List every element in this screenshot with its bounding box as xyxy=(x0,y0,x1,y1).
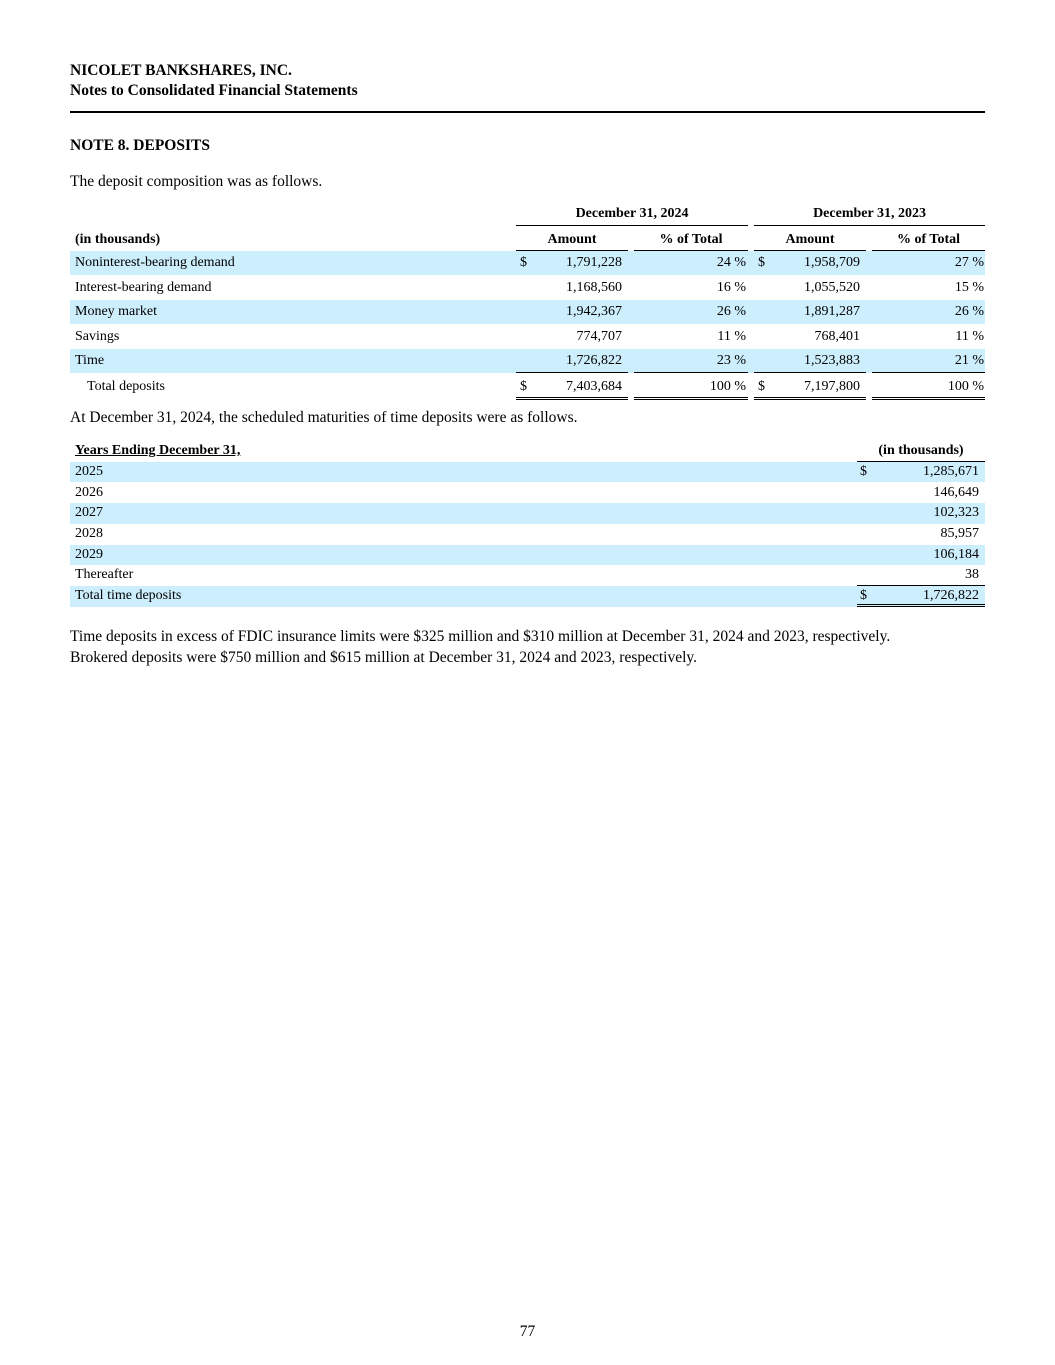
table-row xyxy=(70,483,985,503)
table-row xyxy=(70,300,985,324)
amount-2023: 1,055,520 xyxy=(804,280,860,295)
currency-symbol: $ xyxy=(758,379,765,394)
table-row xyxy=(70,565,985,586)
document-subtitle: Notes to Consolidated Financial Statements xyxy=(70,82,358,99)
year-label: 2029 xyxy=(75,547,103,562)
pct-2024: 26 % xyxy=(716,304,746,319)
amount-2023: 1,891,287 xyxy=(804,304,860,319)
amount-header-2024: Amount xyxy=(516,232,628,251)
year-label: 2028 xyxy=(75,526,103,541)
table-row xyxy=(70,251,985,275)
amount-2024: 1,791,228 xyxy=(566,255,622,270)
pct-2024: 11 % xyxy=(717,329,746,344)
pct-2023: 26 % xyxy=(954,304,984,319)
currency-symbol: $ xyxy=(520,255,527,270)
period-header-2023: December 31, 2023 xyxy=(754,206,985,226)
amount-2024: 1,726,822 xyxy=(566,353,622,368)
pct-2023: 15 % xyxy=(954,280,984,295)
table-row xyxy=(70,349,985,373)
pct-2024: 100 % xyxy=(709,379,746,394)
row-label: Time xyxy=(75,353,105,368)
note-title: NOTE 8. DEPOSITS xyxy=(70,137,210,154)
pct-2024: 23 % xyxy=(716,353,746,368)
amount-header-2023: Amount xyxy=(754,232,866,251)
deposits-table xyxy=(70,205,985,403)
maturity-amount: 85,957 xyxy=(940,526,979,541)
table-row xyxy=(70,462,985,482)
currency-symbol: $ xyxy=(860,464,867,479)
table-row-total xyxy=(70,586,985,607)
pct-2023: 100 % xyxy=(947,379,984,394)
pct-2024: 16 % xyxy=(716,280,746,295)
table-row xyxy=(70,276,985,300)
currency-symbol: $ xyxy=(758,255,765,270)
fdic-text: Time deposits in excess of FDIC insurance limits were $325 million and $310 million at December 31, 2024 and 2023, respectively. xyxy=(70,628,891,645)
maturity-amount: 1,726,822 xyxy=(923,588,979,603)
year-label: 2027 xyxy=(75,505,103,520)
table-row-total xyxy=(70,375,985,399)
year-label: 2025 xyxy=(75,464,103,479)
amount-header: (in thousands) xyxy=(857,443,985,462)
table-row xyxy=(70,545,985,565)
amount-2024: 7,403,684 xyxy=(566,379,622,394)
pct-header-2024: % of Total xyxy=(634,232,748,251)
amount-2023: 1,523,883 xyxy=(804,353,860,368)
year-label: Total time deposits xyxy=(75,588,182,603)
maturity-amount: 38 xyxy=(965,567,979,582)
pct-2023: 11 % xyxy=(955,329,984,344)
maturity-amount: 1,285,671 xyxy=(923,464,979,479)
row-label: Interest-bearing demand xyxy=(75,280,212,295)
brokered-text: Brokered deposits were $750 million and $615 million at December 31, 2024 and 2023, respectively. xyxy=(70,649,698,666)
year-label: 2026 xyxy=(75,485,103,500)
header-rule xyxy=(70,111,985,113)
amount-2024: 774,707 xyxy=(576,329,622,344)
amount-2024: 1,168,560 xyxy=(566,280,622,295)
maturity-amount: 146,649 xyxy=(933,485,979,500)
amount-2024: 1,942,367 xyxy=(566,304,622,319)
maturity-amount: 102,323 xyxy=(933,505,979,520)
table-row xyxy=(70,524,985,544)
row-label-header: (in thousands) xyxy=(75,232,161,247)
amount-2023: 768,401 xyxy=(814,329,860,344)
year-label: Thereafter xyxy=(75,567,134,582)
pct-header-2023: % of Total xyxy=(872,232,985,251)
intro-text: The deposit composition was as follows. xyxy=(70,173,323,190)
amount-2023: 7,197,800 xyxy=(804,379,860,394)
maturities-table xyxy=(70,441,985,611)
years-header: Years Ending December 31, xyxy=(75,443,241,458)
pct-2023: 27 % xyxy=(954,255,984,270)
row-label: Money market xyxy=(75,304,158,319)
amount-2023: 1,958,709 xyxy=(804,255,860,270)
row-label: Savings xyxy=(75,329,120,344)
maturity-amount: 106,184 xyxy=(933,547,979,562)
maturity-text: At December 31, 2024, the scheduled maturities of time deposits were as follows. xyxy=(70,409,578,426)
company-name: NICOLET BANKSHARES, INC. xyxy=(70,62,292,79)
pct-2023: 21 % xyxy=(954,353,984,368)
table-row xyxy=(70,503,985,524)
pct-2024: 24 % xyxy=(716,255,746,270)
currency-symbol: $ xyxy=(520,379,527,394)
currency-symbol: $ xyxy=(860,588,867,603)
row-label: Noninterest-bearing demand xyxy=(75,255,235,270)
period-header-2024: December 31, 2024 xyxy=(516,206,748,226)
row-label: Total deposits xyxy=(87,379,165,394)
table-row xyxy=(70,325,985,349)
page-number: 77 xyxy=(519,1323,536,1340)
